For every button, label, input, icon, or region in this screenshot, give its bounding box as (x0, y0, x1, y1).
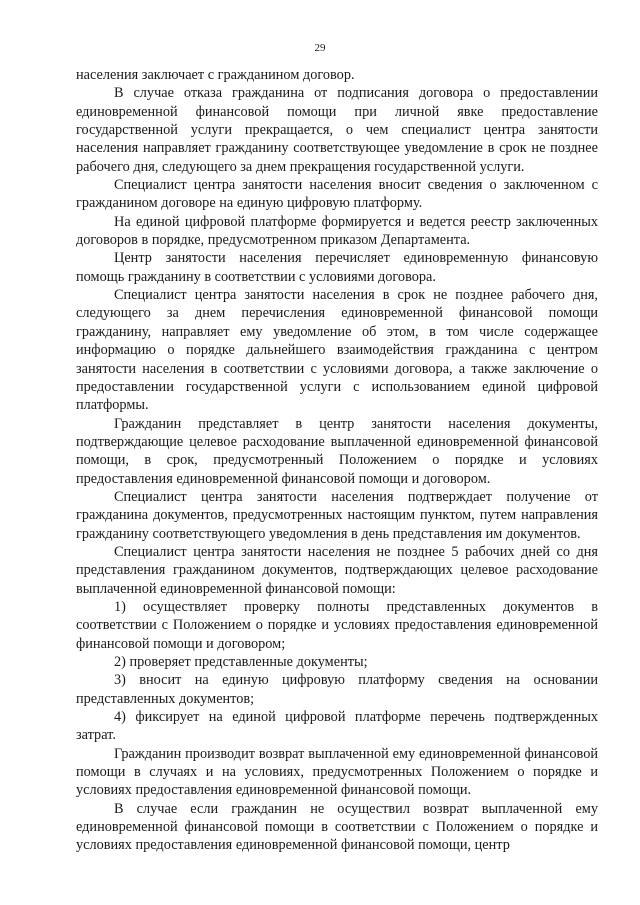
list-item: 3) вносит на единую цифровую платформу сведения на основании представленных документов; (76, 672, 598, 707)
list-item: 1) осуществляет проверку полноты представленных документов в соответствии с Положением о порядке и условиях предоставления единовременной финансовой помощи и договором; (76, 598, 598, 652)
paragraph-notification: Специалист центра занятости населения в срок не позднее рабочего дня, следующего за днем перечисления единовременной финансовой помощи гражданину, направляет ему уведомление об этом, в том числе содержащее информацию о порядке дальнейшего взаимодействия гражданина с центром занятости населения в соответствии с условиями договора, а также заключение о предоставлении государственной услуги с использованием единой цифровой платформы. (76, 287, 598, 414)
paragraph-confirmation: Специалист центра занятости населения подтверждает получение от гражданина документов, предусмотренных настоящим пунктом, путем направления гражданину соответствующего уведомления в день представления им документов. (76, 488, 598, 542)
paragraph-transfer: Центр занятости населения перечисляет единовременную финансовую помощь гражданину в соответствии с условиями договора. (76, 250, 598, 285)
paragraph-verification-intro: Специалист центра занятости населения не позднее 5 рабочих дней со дня представления гражданином документов, подтверждающих целевое расходование выплаченной единовременной финансовой помощи: (76, 543, 598, 597)
paragraph-documents: Гражданин представляет в центр занятости населения документы, подтверждающие целевое расходование выплаченной единовременной финансовой помощи, в срок, предусмотренный Положением о порядке и условиях предоставления единовременной финансовой помощи и договором. (76, 415, 598, 487)
paragraph-non-refund: В случае если гражданин не осуществил возврат выплаченной ему единовременной финансовой помощи в соответствии с Положением о порядке и условиях предоставления единовременной финансовой помощи, центр (76, 800, 598, 854)
list-item: 4) фиксирует на единой цифровой платформе перечень подтвержденных затрат. (76, 709, 598, 744)
paragraph-refund: Гражданин производит возврат выплаченной ему единовременной финансовой помощи в случаях и на условиях, предусмотренных Положением о порядке и условиях предоставления единовременной финансовой помощи. (76, 745, 598, 799)
paragraph-refusal: В случае отказа гражданина от подписания договора о предоставлении единовременной финансовой помощи при личной явке предоставление государственной услуги прекращается, о чем специалист центра занятости населения направляет гражданину соответствующее уведомление в срок не позднее рабочего дня, следующего за днем прекращения государственной услуги. (76, 85, 598, 175)
paragraph-contract-entry: Специалист центра занятости населения вносит сведения о заключенном с гражданином договоре на единую цифровую платформу. (76, 177, 598, 212)
page-number: 29 (314, 42, 326, 54)
list-item: 2) проверяет представленные документы; (114, 654, 368, 670)
paragraph-continuation: населения заключает с гражданином договор. (76, 67, 355, 83)
paragraph-registry: На единой цифровой платформе формируется и ведется реестр заключенных договоров в порядке, предусмотренном приказом Департамента. (76, 213, 598, 249)
document-body (76, 66, 598, 855)
